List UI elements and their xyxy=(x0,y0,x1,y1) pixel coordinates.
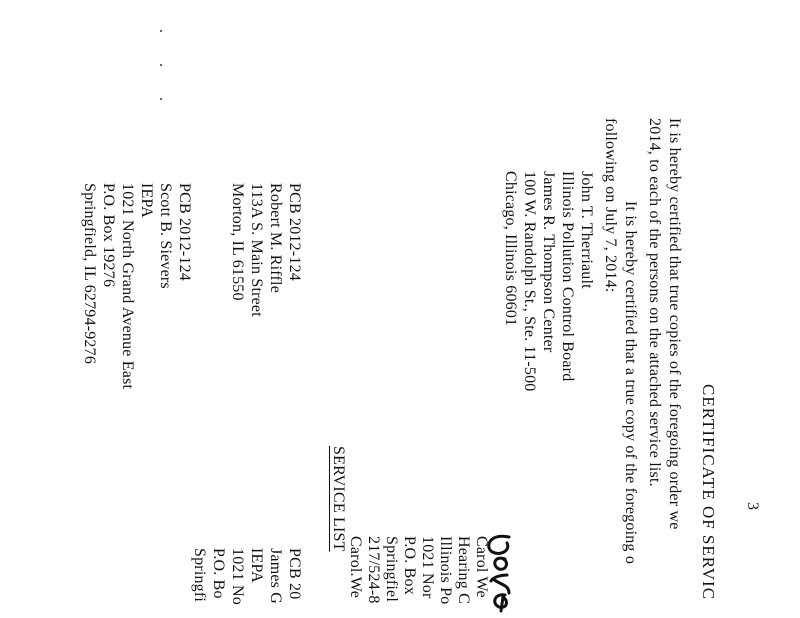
service-entry-2-po-box: P.O. Box 19276 xyxy=(100,183,117,288)
service-entry-3-case: PCB 20 xyxy=(286,548,303,600)
service-entry-1-street: 113A S. Main Street xyxy=(248,183,265,317)
scan-artifact xyxy=(160,64,162,66)
service-entry-3-city: Springfi xyxy=(191,548,208,603)
recipient-agency: Illinois Pollution Control Board xyxy=(559,171,576,382)
service-entry-2-case: PCB 2012-124 xyxy=(176,183,193,281)
recipient-street: 100 W. Randolph St., Ste. 11-500 xyxy=(521,171,538,392)
signer-title: Hearing C xyxy=(455,536,472,605)
certificate-paragraph-2-line-2: following on July 7, 2014: xyxy=(602,118,619,293)
certificate-paragraph-2-line-1: It is hereby certified that a true copy of the foregoing o xyxy=(622,201,639,565)
signer-phone: 217/524-8 xyxy=(365,536,382,604)
recipient-name: John T. Therriault xyxy=(578,171,595,289)
signer-po-box: P.O. Box xyxy=(401,536,418,595)
service-entry-1-city: Morton, IL 61550 xyxy=(229,183,246,301)
signer-agency: Illinois Po xyxy=(437,536,454,605)
signer-street: 1021 Nor xyxy=(419,536,436,599)
scan-artifact xyxy=(160,98,162,100)
service-entry-3-agency: IEPA xyxy=(248,548,265,583)
certificate-paragraph-1-line-1: It is hereby certified that true copies of the foregoing order we xyxy=(666,118,683,530)
service-entry-2-city: Springfield, IL 62794-9276 xyxy=(81,183,98,365)
service-entry-1-case: PCB 2012-124 xyxy=(286,183,303,281)
signer-city: Springfiel xyxy=(383,536,400,602)
signer-email: Carol.We xyxy=(347,536,364,599)
recipient-building: James R. Thompson Center xyxy=(540,171,557,353)
certificate-paragraph-1-line-2: 2014, to each of the persons on the attached service list. xyxy=(646,118,663,487)
recipient-city: Chicago, Illinois 60601 xyxy=(502,171,519,327)
certificate-title: CERTIFICATE OF SERVIC xyxy=(699,384,718,601)
scan-artifact xyxy=(160,30,162,32)
service-list-heading: SERVICE LIST xyxy=(330,446,347,552)
service-entry-3-po-box: P.O. Bo xyxy=(210,548,227,599)
service-entry-3-street: 1021 No xyxy=(229,548,246,605)
signer-name: Carol We xyxy=(473,536,490,598)
page-number: 3 xyxy=(744,502,761,511)
service-entry-2-agency: IEPA xyxy=(138,183,155,218)
service-entry-1-name: Robert M. Riffle xyxy=(267,183,284,294)
service-entry-2-street: 1021 North Grand Avenue East xyxy=(119,183,136,390)
service-entry-3-name: James G xyxy=(267,548,284,605)
service-entry-2-name: Scott B. Sievers xyxy=(157,183,174,289)
